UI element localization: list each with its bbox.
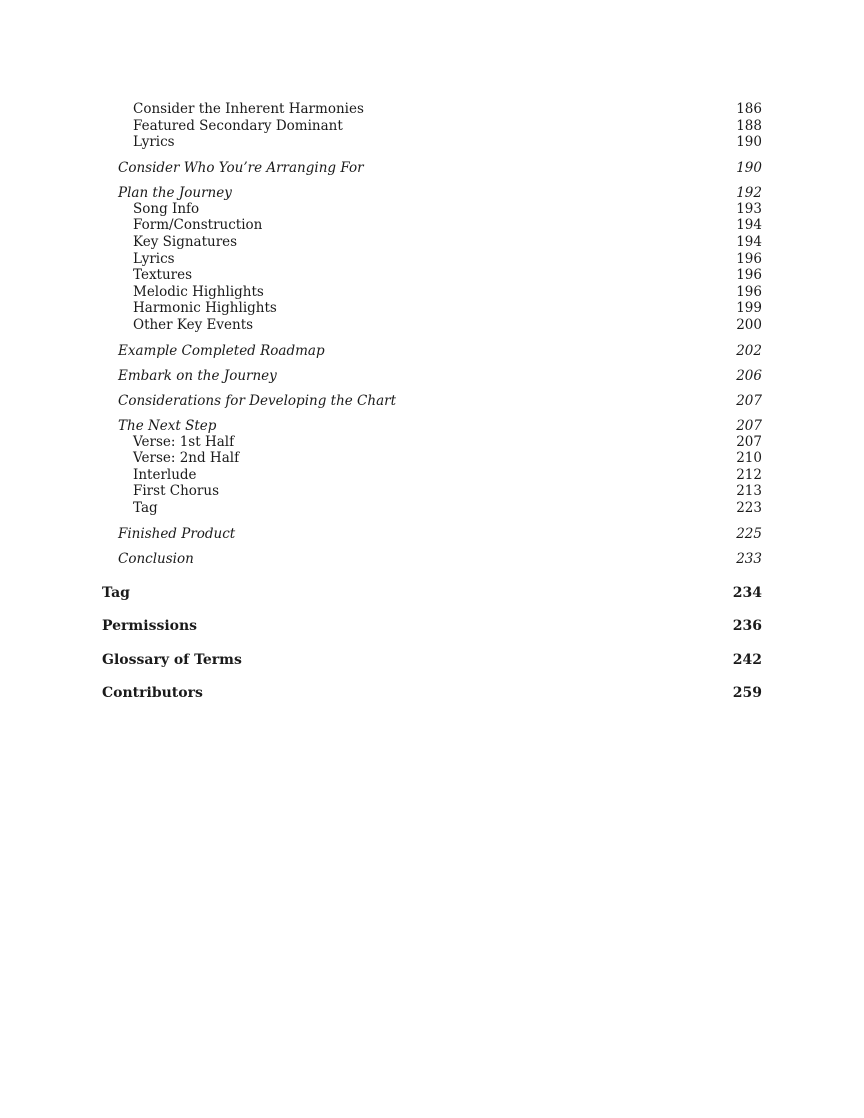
toc-entry-title: First Chorus — [133, 483, 220, 500]
toc-entry-page-number: 196 — [736, 250, 762, 267]
toc-entry-level-3[interactable] — [102, 217, 762, 234]
toc-entry-page-number: 200 — [736, 316, 762, 333]
toc-entry-page-number: 186 — [736, 101, 762, 117]
toc-entry-level-3[interactable] — [102, 450, 762, 467]
toc-entry-level-3[interactable] — [102, 234, 762, 251]
toc-entry-level-2[interactable] — [102, 342, 762, 367]
toc-entry-page-number: 207 — [736, 433, 762, 450]
toc-entry-title: Textures — [133, 267, 193, 284]
toc-entry-title: Other Key Events — [133, 316, 254, 333]
toc-entry-title: Plan the Journey — [118, 185, 232, 202]
toc-entry-page-number: 242 — [732, 651, 762, 668]
toc-entry-page-number: 259 — [732, 685, 762, 702]
toc-entry-page-number: 234 — [732, 584, 762, 601]
toc-entry-page-number: 188 — [736, 117, 762, 134]
toc-entry-level-1[interactable] — [102, 583, 762, 617]
toc-entry-level-2[interactable] — [102, 550, 762, 575]
toc-entry-level-1[interactable] — [102, 683, 762, 717]
toc-entry-page-number: 199 — [736, 300, 762, 317]
toc-entry-level-3[interactable] — [102, 500, 762, 525]
toc-entry-title: Tag — [102, 584, 130, 601]
toc-entry-level-2[interactable] — [102, 392, 762, 417]
toc-entry-title: Consider Who You’re Arranging For — [118, 160, 364, 177]
toc-entry-level-3[interactable] — [102, 483, 762, 500]
toc-entry-level-2[interactable] — [102, 417, 762, 434]
toc-entry-level-2[interactable] — [102, 367, 762, 392]
toc-entry-page-number: 213 — [736, 483, 762, 500]
toc-entry-title: Glossary of Terms — [102, 651, 242, 668]
toc-entry-title: Considerations for Developing the Chart — [118, 392, 396, 409]
toc-entry-level-3[interactable] — [102, 134, 762, 159]
toc-entry-level-3[interactable] — [102, 251, 762, 268]
toc-entry-title: Melodic Highlights — [133, 283, 264, 300]
toc-entry-page-number: 190 — [736, 134, 762, 151]
toc-entry-title: Featured Secondary Dominant — [133, 117, 343, 134]
toc-entry-level-3[interactable] — [102, 201, 762, 218]
toc-entry-title: Lyrics — [133, 250, 175, 267]
toc-entry-title: Example Completed Roadmap — [118, 342, 325, 359]
section-spacer — [102, 575, 762, 583]
toc-entry-page-number: 210 — [736, 450, 762, 467]
toc-entry-title: Verse: 2nd Half — [133, 450, 240, 467]
toc-entry-page-number: 194 — [736, 233, 762, 250]
toc-entry-page-number: 190 — [736, 160, 762, 177]
toc-entry-title: Conclusion — [118, 550, 194, 567]
toc-entry-title: Contributors — [102, 685, 203, 702]
toc-entry-page-number: 192 — [736, 185, 762, 202]
toc-entry-level-3[interactable] — [102, 300, 762, 317]
toc-entry-page-number: 202 — [736, 342, 762, 359]
toc-entry-title: Verse: 1st Half — [133, 433, 235, 450]
toc-entry-page-number: 212 — [736, 466, 762, 483]
toc-entry-level-2[interactable] — [102, 525, 762, 550]
toc-entry-title: The Next Step — [118, 417, 217, 434]
table-of-contents — [102, 101, 762, 717]
toc-entry-level-3[interactable] — [102, 267, 762, 284]
toc-entry-page-number: 196 — [736, 267, 762, 284]
toc-entry-title: Consider the Inherent Harmonies — [133, 101, 364, 117]
toc-entry-page-number: 194 — [736, 217, 762, 234]
toc-entry-page-number: 196 — [736, 283, 762, 300]
toc-entry-page-number: 207 — [736, 417, 762, 434]
toc-entry-level-3[interactable] — [102, 317, 762, 342]
toc-entry-title: Finished Product — [118, 525, 236, 542]
toc-entry-title: Permissions — [102, 618, 198, 635]
toc-entry-level-3[interactable] — [102, 118, 762, 135]
toc-entry-level-1[interactable] — [102, 650, 762, 684]
toc-entry-page-number: 236 — [732, 618, 762, 635]
toc-entry-level-3[interactable] — [102, 101, 762, 118]
toc-entry-title: Tag — [133, 499, 158, 516]
toc-entry-title: Harmonic Highlights — [133, 300, 277, 317]
toc-entry-page-number: 193 — [736, 200, 762, 217]
toc-entry-title: Interlude — [133, 466, 197, 483]
toc-entry-level-2[interactable] — [102, 184, 762, 201]
toc-entry-title: Lyrics — [133, 134, 175, 151]
toc-entry-level-3[interactable] — [102, 467, 762, 484]
toc-entry-page-number: 207 — [736, 392, 762, 409]
toc-entry-page-number: 225 — [736, 525, 762, 542]
toc-entry-title: Form/Construction — [133, 217, 263, 234]
toc-entry-page-number: 233 — [736, 550, 762, 567]
toc-entry-page-number: 223 — [736, 499, 762, 516]
toc-entry-level-3[interactable] — [102, 434, 762, 451]
toc-entry-level-2[interactable] — [102, 159, 762, 184]
toc-entry-level-1[interactable] — [102, 616, 762, 650]
toc-entry-title: Key Signatures — [133, 233, 238, 250]
toc-entry-page-number: 206 — [736, 367, 762, 384]
toc-entry-level-3[interactable] — [102, 284, 762, 301]
toc-entry-title: Embark on the Journey — [118, 367, 277, 384]
toc-entry-title: Song Info — [133, 200, 200, 217]
